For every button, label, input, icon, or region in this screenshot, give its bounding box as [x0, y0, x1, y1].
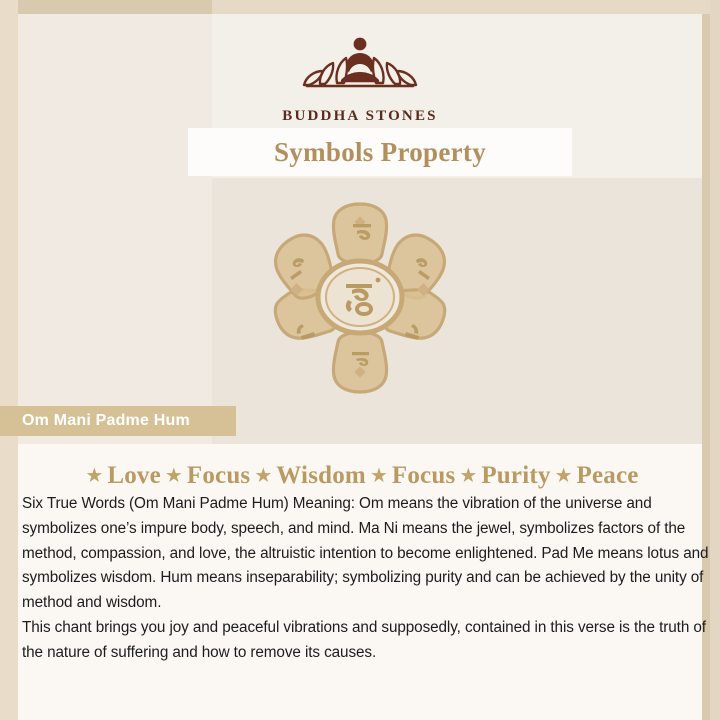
description-body: [22, 492, 714, 665]
star-icon: ★: [459, 465, 478, 487]
keyword-item: Focus: [186, 462, 251, 489]
keyword-item: Wisdom: [276, 462, 366, 489]
background-top-strip: [212, 0, 720, 14]
lotus-meditation-icon: [285, 26, 435, 104]
keyword-item: Love: [107, 462, 161, 489]
brand-name: BUDDHA STONES: [282, 108, 438, 124]
page-title: Symbols Property: [273, 136, 487, 167]
star-icon: ★: [254, 465, 273, 487]
star-icon: ★: [369, 465, 388, 487]
brand-logo: [0, 26, 720, 125]
keyword-item: Focus: [391, 462, 456, 489]
star-icon: ★: [85, 465, 104, 487]
keyword-list: [18, 462, 702, 490]
status-badge: [0, 406, 236, 436]
star-icon: ★: [554, 465, 573, 487]
description-paragraph-2: This chant brings you joy and peaceful vibrations and supposedly, contained in this verse is the truth of the nature of suffering and how to remove its causes.: [22, 618, 706, 661]
star-icon: ★: [164, 465, 183, 487]
description-paragraph-1: Six True Words (Om Mani Padme Hum) Meaning: Om means the vibration of the universe and symbolizes one’s impure body, speech, and mind. Ma Ni means the jewel, symbolizes factors of the method, compassion, and love, the altruistic intention to become enlightened. Pad Me means lotus and symbolizes wisdom. Hum means inseparability; symbolizing purity and can be achieved by the unity of method and wisdom.: [22, 495, 709, 612]
status-badge-label: Om Mani Padme Hum: [22, 412, 190, 429]
page-title-bar: [188, 128, 572, 176]
om-mani-padme-hum-mandala-icon: [230, 192, 490, 402]
keyword-item: Purity: [481, 462, 551, 489]
keyword-item: Peace: [576, 462, 639, 489]
